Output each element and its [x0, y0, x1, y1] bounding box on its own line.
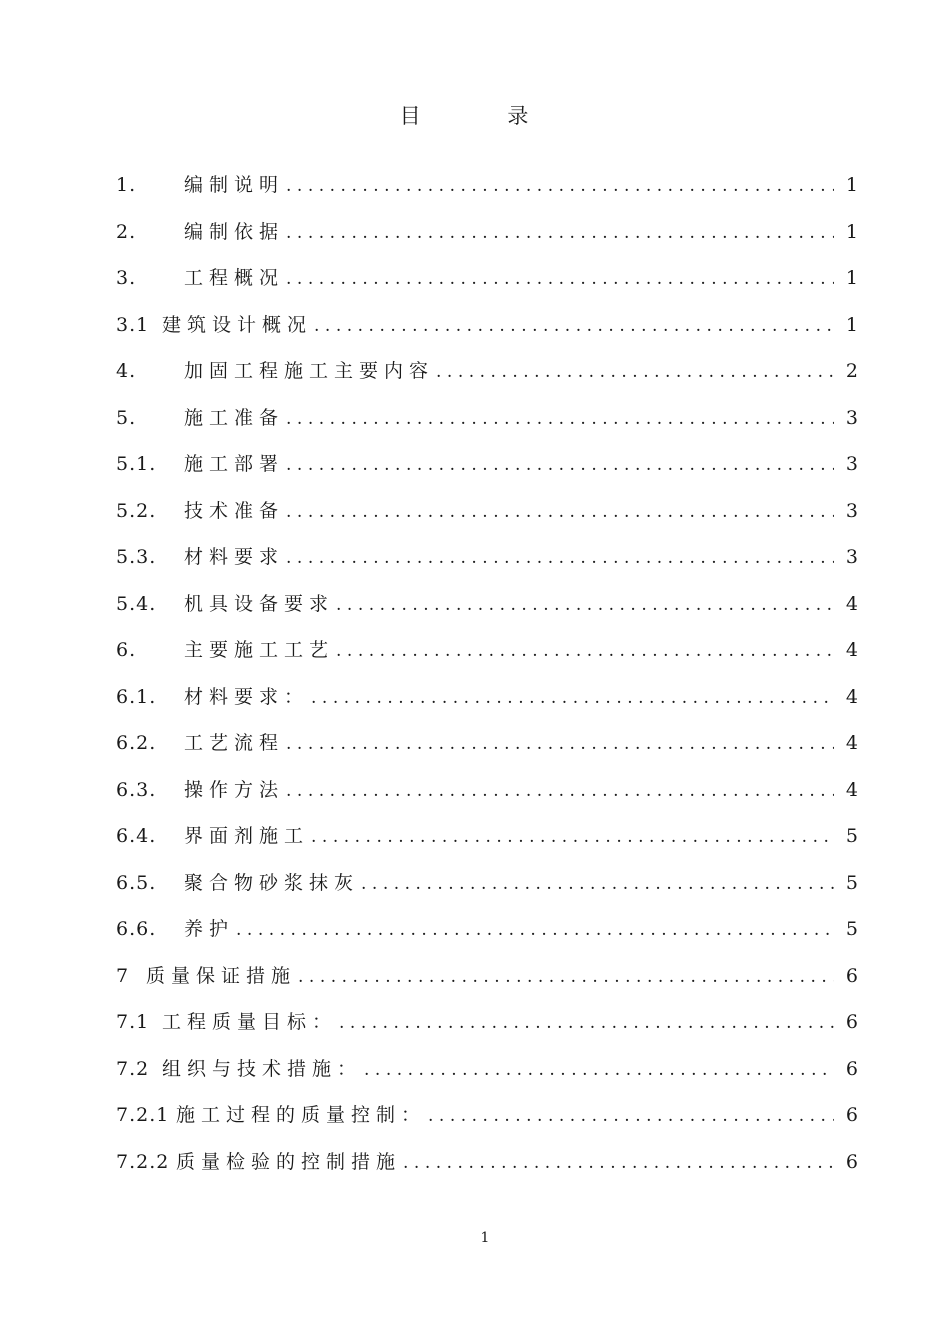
toc-leader-dots	[286, 502, 834, 522]
toc-entry-page: 4	[845, 778, 858, 801]
toc-entry-page: 3	[845, 499, 858, 522]
toc-entry-number: 2.	[116, 220, 137, 243]
toc-leader-dots	[311, 688, 834, 708]
toc-leader-dots	[298, 967, 834, 987]
toc-leader-dots	[286, 734, 834, 754]
toc-entry[interactable]	[116, 310, 858, 357]
toc-entry-page: 4	[845, 592, 858, 615]
toc-entry-page: 1	[845, 220, 858, 243]
toc-entry-number: 6.1.	[116, 685, 157, 708]
toc-entry-label: 工程质量目标：	[162, 1011, 338, 1033]
toc-leader-dots	[236, 920, 834, 940]
page-number-footer: 1	[480, 1230, 490, 1246]
toc-leader-dots	[286, 176, 834, 196]
toc-entry[interactable]	[116, 263, 858, 310]
toc-entry[interactable]	[116, 217, 858, 264]
toc-entry-number: 1.	[116, 174, 137, 196]
toc-entry-label: 施工准备	[184, 406, 285, 429]
toc-entry-label: 编制依据	[184, 220, 285, 243]
toc-entry-label: 工艺流程	[184, 732, 285, 754]
toc-entry-label: 操作方法	[184, 778, 285, 801]
toc-entry-label: 界面剂施工	[184, 825, 310, 847]
toc-entry-page: 6	[845, 1104, 858, 1126]
toc-entry[interactable]	[116, 635, 858, 682]
toc-entry-number: 5.1.	[116, 453, 157, 475]
toc-entry[interactable]	[116, 170, 858, 217]
toc-entry-label: 组织与技术措施：	[162, 1057, 363, 1080]
toc-entry-page: 4	[845, 639, 858, 661]
toc-entry[interactable]	[116, 961, 858, 1008]
toc-entry-page: 6	[845, 1150, 858, 1173]
toc-leader-dots	[286, 781, 834, 801]
toc-leader-dots	[314, 316, 834, 336]
toc-entry-label: 聚合物砂浆抹灰	[184, 871, 360, 894]
toc-entry-number: 5.2.	[116, 499, 157, 522]
toc-entry[interactable]	[116, 542, 858, 589]
toc-entry[interactable]	[116, 356, 858, 403]
table-of-contents	[116, 170, 858, 1193]
toc-entry-page: 4	[845, 685, 858, 708]
toc-leader-dots	[286, 223, 834, 243]
toc-leader-dots	[286, 548, 834, 568]
toc-entry-label: 主要施工工艺	[184, 639, 335, 661]
toc-entry-label: 养护	[184, 918, 235, 940]
toc-leader-dots	[339, 1013, 834, 1033]
toc-leader-dots	[336, 595, 834, 615]
toc-entry[interactable]	[116, 449, 858, 496]
toc-leader-dots	[361, 874, 834, 894]
toc-title: 目 录	[399, 104, 569, 128]
toc-entry[interactable]	[116, 821, 858, 868]
toc-entry-number: 4.	[116, 360, 137, 382]
toc-entry-number: 6.6.	[116, 918, 157, 940]
toc-leader-dots	[403, 1153, 834, 1173]
toc-entry-label: 施工过程的质量控制：	[176, 1104, 427, 1126]
toc-entry-label: 机具设备要求	[184, 592, 335, 615]
toc-entry-page: 3	[845, 406, 858, 429]
toc-entry-page: 2	[845, 360, 858, 382]
toc-entry-number: 7.1	[116, 1011, 150, 1033]
toc-entry-number: 7	[116, 964, 130, 987]
toc-entry-page: 3	[845, 546, 858, 568]
toc-leader-dots	[336, 641, 834, 661]
toc-entry-page: 1	[845, 313, 858, 336]
toc-entry-label: 工程概况	[184, 267, 285, 289]
toc-entry-label: 材料要求	[184, 546, 285, 568]
toc-entry-label: 材料要求：	[184, 685, 310, 708]
toc-leader-dots	[364, 1060, 834, 1080]
toc-entry-number: 5.3.	[116, 546, 157, 568]
toc-leader-dots	[286, 455, 834, 475]
toc-leader-dots	[286, 409, 834, 429]
toc-entry-page: 6	[845, 1057, 858, 1080]
toc-entry[interactable]	[116, 775, 858, 822]
toc-entry[interactable]	[116, 728, 858, 775]
toc-entry-number: 5.4.	[116, 592, 157, 615]
toc-entry-page: 6	[845, 1011, 858, 1033]
toc-leader-dots	[428, 1106, 834, 1126]
toc-entry-page: 1	[845, 174, 858, 196]
toc-entry-label: 质量保证措施	[146, 964, 297, 987]
toc-entry-label: 编制说明	[184, 174, 285, 196]
toc-entry-number: 6.5.	[116, 871, 157, 894]
toc-entry-label: 质量检验的控制措施	[176, 1150, 402, 1173]
toc-entry[interactable]	[116, 1147, 858, 1194]
toc-entry-label: 加固工程施工主要内容	[184, 360, 435, 382]
toc-entry-label: 建筑设计概况	[162, 313, 313, 336]
toc-entry-number: 6.	[116, 639, 137, 661]
toc-entry-page: 5	[845, 825, 858, 847]
toc-entry[interactable]	[116, 914, 858, 961]
toc-entry[interactable]	[116, 1054, 858, 1101]
toc-entry[interactable]	[116, 682, 858, 729]
toc-entry-label: 技术准备	[184, 499, 285, 522]
toc-entry-page: 3	[845, 453, 858, 475]
toc-leader-dots	[311, 827, 834, 847]
toc-entry[interactable]	[116, 1007, 858, 1054]
toc-entry-page: 6	[845, 964, 858, 987]
toc-entry-number: 7.2.1	[116, 1104, 170, 1126]
toc-entry-label: 施工部署	[184, 453, 285, 475]
toc-entry[interactable]	[116, 868, 858, 915]
toc-entry[interactable]	[116, 403, 858, 450]
toc-entry-number: 3.	[116, 267, 137, 289]
toc-entry-number: 6.3.	[116, 778, 157, 801]
toc-entry-number: 7.2.2	[116, 1150, 170, 1173]
toc-entry[interactable]	[116, 1100, 858, 1147]
toc-entry-page: 1	[845, 267, 858, 289]
toc-entry-number: 6.4.	[116, 825, 157, 847]
toc-entry-number: 3.1	[116, 313, 150, 336]
toc-entry-page: 4	[845, 732, 858, 754]
toc-entry[interactable]	[116, 496, 858, 543]
toc-entry-number: 7.2	[116, 1057, 150, 1080]
toc-entry-page: 5	[845, 918, 858, 940]
toc-entry-page: 5	[845, 871, 858, 894]
toc-leader-dots	[286, 269, 834, 289]
toc-leader-dots	[436, 362, 834, 382]
toc-entry-number: 6.2.	[116, 732, 157, 754]
toc-entry-number: 5.	[116, 406, 137, 429]
toc-entry[interactable]	[116, 589, 858, 636]
